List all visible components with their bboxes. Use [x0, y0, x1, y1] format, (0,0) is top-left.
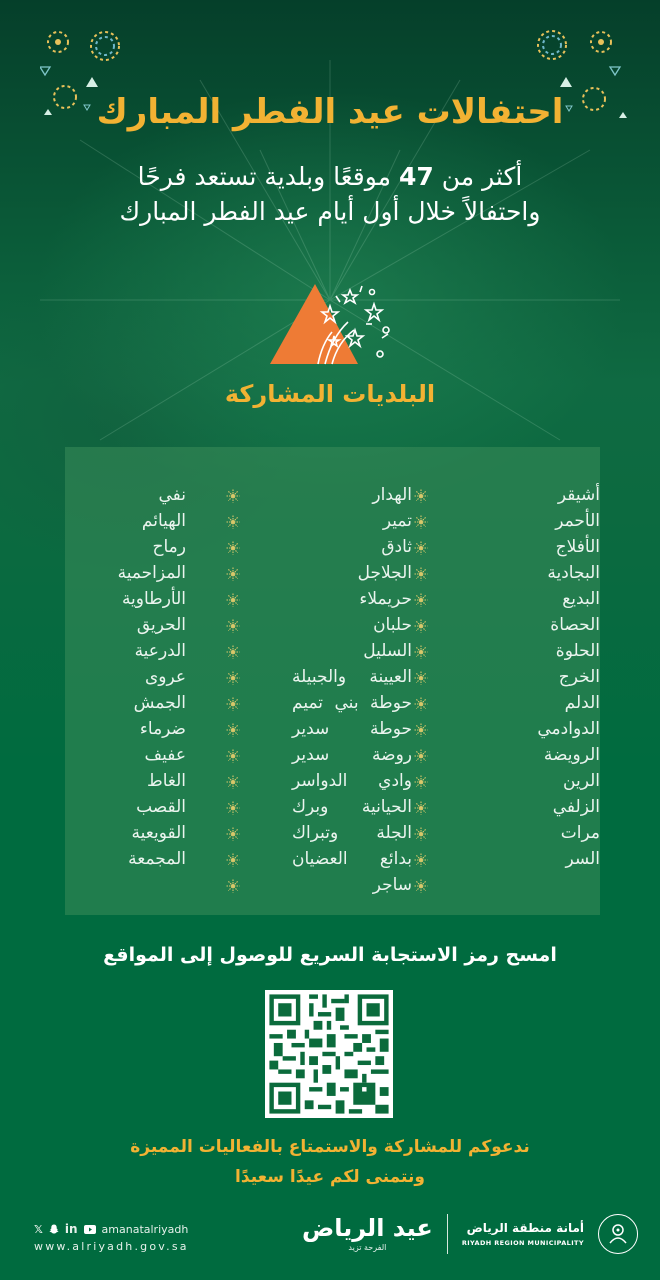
page-title: احتفالات عيد الفطر المبارك [96, 92, 564, 132]
municipality-name: الهيائم [141, 511, 186, 531]
municipality-row [226, 716, 412, 742]
subtitle-line-2: واحتفالاً خلال أول أيام عيد الفطر المبارك [119, 197, 541, 226]
municipality-row [66, 716, 186, 742]
municipality-name: رماح [152, 537, 186, 557]
sparkle-star-icon [414, 618, 428, 632]
municipality-row [66, 820, 186, 846]
municipality-name: السر [565, 849, 600, 869]
municipality-name: الحيانية وبرك [292, 797, 412, 817]
sparkle-star-icon [414, 566, 428, 580]
sparkle-star-icon [414, 748, 428, 762]
x-icon[interactable]: 𝕏 [34, 1222, 43, 1236]
footer-contact [34, 1222, 189, 1253]
municipality-name: بدائع العضيان [292, 849, 412, 869]
footer-logos [302, 1214, 638, 1254]
eid-logo-tagline: الفرحة تزيد [348, 1243, 387, 1252]
sparkle-star-icon [226, 540, 240, 554]
municipality-row [226, 534, 412, 560]
municipality-name: عفيف [144, 745, 186, 765]
municipality-row [226, 690, 412, 716]
municipality-name [462, 1221, 584, 1247]
snapchat-icon[interactable] [49, 1224, 59, 1234]
municipality-row [66, 690, 186, 716]
municipality-name: أشيقر [557, 485, 600, 505]
municipality-name: العيينة والجبيلة [292, 667, 412, 687]
municipality-name: الرويضة [543, 745, 600, 765]
municipality-name: القصب [136, 797, 186, 817]
sparkle-star-icon [414, 540, 428, 554]
municipality-name-en: RIYADH REGION MUNICIPALITY [461, 1239, 584, 1247]
municipality-row [414, 768, 600, 794]
sparkle-star-icon [414, 826, 428, 840]
municipality-row [414, 560, 600, 586]
sparkle-star-icon [414, 774, 428, 788]
municipality-name: البديع [562, 589, 600, 609]
municipality-row [66, 768, 186, 794]
municipality-row [226, 664, 412, 690]
municipality-row [414, 586, 600, 612]
fireworks-triangle-icon [270, 282, 395, 367]
municipalities-column-right [414, 482, 600, 898]
municipality-row [226, 768, 412, 794]
municipality-row [414, 534, 600, 560]
municipalities-column-left [66, 482, 186, 872]
sparkle-star-icon [226, 852, 240, 866]
municipality-name: القويعية [131, 823, 186, 843]
sparkle-star-icon [226, 800, 240, 814]
sparkle-star-icon [414, 592, 428, 606]
municipality-name: الخرج [558, 667, 600, 687]
eid-logo-text: عيد الرياض [301, 1214, 433, 1242]
sparkle-star-icon [414, 488, 428, 502]
municipality-row [66, 534, 186, 560]
municipality-name: الهدار [372, 485, 412, 505]
municipality-name: الدلم [564, 693, 600, 713]
municipality-name: الزلفي [552, 797, 600, 817]
municipalities-column-middle [226, 482, 412, 898]
sparkle-star-icon [226, 566, 240, 580]
municipality-row [414, 742, 600, 768]
municipality-row [414, 716, 600, 742]
municipality-row [66, 742, 186, 768]
municipality-row [414, 612, 600, 638]
municipality-row [226, 638, 412, 664]
municipality-row [226, 846, 412, 872]
qr-code-graphic [265, 990, 393, 1118]
municipality-row [414, 638, 600, 664]
municipality-row [66, 560, 186, 586]
municipality-name: البجادية [547, 563, 600, 583]
municipality-name: عروى [144, 667, 186, 687]
municipality-name: المزاحمية [117, 563, 186, 583]
sparkle-star-icon [226, 878, 240, 892]
municipality-name: الجمش [133, 693, 186, 713]
municipality-row [226, 742, 412, 768]
municipality-row [66, 664, 186, 690]
municipality-row [226, 508, 412, 534]
municipality-row [226, 586, 412, 612]
municipality-row [414, 482, 600, 508]
municipality-name: الجلة وتبراك [292, 823, 412, 843]
municipality-name: الدرعية [134, 641, 186, 661]
municipality-name: الحصاة [550, 615, 600, 635]
municipality-name: حلبان [373, 615, 412, 635]
municipality-name: الأحمر [555, 511, 600, 531]
municipality-row [66, 482, 186, 508]
municipality-name: الحريق [136, 615, 186, 635]
qr-code[interactable] [265, 990, 393, 1118]
municipality-emblem-icon [598, 1214, 638, 1254]
municipality-row [414, 690, 600, 716]
municipality-name: حوطة بني تميم [292, 693, 412, 713]
sparkle-star-icon [414, 722, 428, 736]
sparkle-star-icon [414, 696, 428, 710]
municipality-row [414, 846, 600, 872]
municipality-name: الدوادمي [537, 719, 600, 739]
sparkle-star-icon [226, 670, 240, 684]
website-link[interactable]: www.alriyadh.gov.sa [34, 1240, 189, 1253]
municipality-row [66, 586, 186, 612]
linkedin-icon[interactable]: in [64, 1222, 78, 1236]
sparkle-star-icon [414, 878, 428, 892]
municipality-name: الأرطاوية [121, 589, 186, 609]
sparkle-star-icon [226, 592, 240, 606]
municipality-row [226, 820, 412, 846]
municipality-row [66, 846, 186, 872]
municipality-row [414, 664, 600, 690]
municipality-name: مرات [560, 823, 600, 843]
municipality-row [226, 560, 412, 586]
municipality-row [66, 508, 186, 534]
subtitle-line-1 [0, 162, 660, 191]
subtitle-prefix: أكثر من [441, 162, 523, 191]
sparkle-star-icon [226, 488, 240, 502]
social-handle[interactable]: amanatalriyadh [101, 1222, 189, 1236]
municipality-row [414, 794, 600, 820]
municipality-row [226, 482, 412, 508]
sparkle-star-icon [226, 696, 240, 710]
municipality-row [414, 872, 600, 898]
municipality-name: وادي الدواسر [292, 771, 412, 791]
municipality-name: الرين [563, 771, 600, 791]
section-title: البلديات المشاركة [224, 380, 436, 408]
sparkle-star-icon [414, 514, 428, 528]
sparkle-star-icon [226, 514, 240, 528]
locations-count: 47 [399, 162, 434, 191]
invite-line-2: ونتمنى لكم عيدًا سعيدًا [235, 1167, 425, 1187]
municipality-name: ثادق [381, 537, 412, 557]
sparkle-star-icon [226, 748, 240, 762]
youtube-icon[interactable] [84, 1225, 96, 1234]
municipality-name: روضة سدير [292, 745, 412, 765]
municipality-row [226, 794, 412, 820]
social-links [34, 1222, 189, 1236]
sparkle-star-icon [226, 618, 240, 632]
municipality-name: المجمعة [128, 849, 186, 869]
municipality-name-ar: أمانة منطقة الرياض [466, 1221, 584, 1235]
municipality-row [66, 794, 186, 820]
municipality-row [226, 872, 412, 898]
municipality-name: تمير [382, 511, 412, 531]
sparkle-star-icon [226, 826, 240, 840]
municipality-name: الجلاجل [357, 563, 412, 583]
qr-instruction: امسح رمز الاستجابة السريع للوصول إلى المواقع [103, 944, 557, 966]
municipality-name: السليل [363, 641, 412, 661]
invite-line-1: ندعوكم للمشاركة والاستمتاع بالفعاليات المميزة [130, 1137, 530, 1157]
subtitle-suffix: موقعًا وبلدية تستعد فرحًا [137, 162, 392, 191]
municipality-name: ساجر [372, 875, 412, 895]
sparkle-star-icon [226, 644, 240, 658]
municipality-name: الأفلاج [555, 537, 600, 557]
municipality-name: حوطة سدير [292, 719, 412, 739]
municipality-row [66, 612, 186, 638]
logo-divider [447, 1214, 448, 1254]
sparkle-star-icon [414, 644, 428, 658]
sparkle-star-icon [414, 800, 428, 814]
eid-riyadh-logo [302, 1216, 433, 1252]
municipality-row [66, 638, 186, 664]
sparkle-star-icon [414, 852, 428, 866]
municipality-name: ضرماء [139, 719, 186, 739]
municipality-row [414, 508, 600, 534]
municipality-name: الغاط [146, 771, 186, 791]
municipality-name: نفي [158, 485, 186, 505]
sparkle-star-icon [226, 722, 240, 736]
sparkle-star-icon [226, 774, 240, 788]
municipality-name: الحلوة [555, 641, 600, 661]
municipality-row [414, 820, 600, 846]
municipality-row [226, 612, 412, 638]
municipality-name: حريملاء [359, 589, 412, 609]
sparkle-star-icon [414, 670, 428, 684]
